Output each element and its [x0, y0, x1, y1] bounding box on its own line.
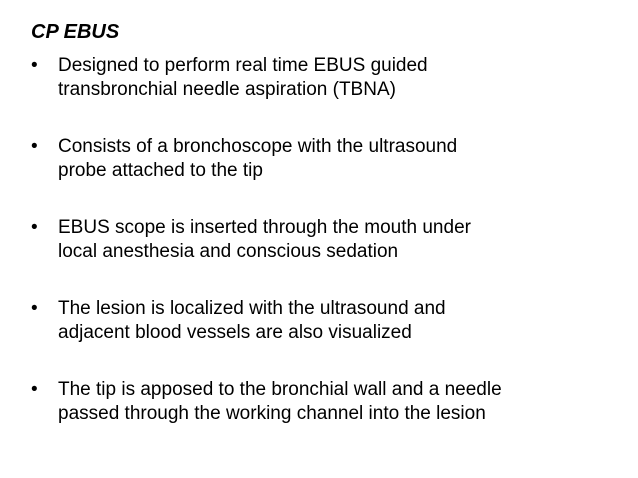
bullet-dot-icon: •	[31, 217, 38, 238]
bullet-dot-icon: •	[31, 379, 38, 400]
bullet-dot-icon: •	[31, 55, 38, 76]
bullet-text-line: EBUS scope is inserted through the mouth under	[58, 217, 471, 238]
slide-title: CP EBUS	[31, 21, 120, 43]
bullet-text-line: Designed to perform real time EBUS guided	[58, 55, 428, 76]
bullet-dot-icon: •	[31, 298, 38, 319]
bullet-text-line: transbronchial needle aspiration (TBNA)	[58, 79, 396, 100]
bullet-text-line: adjacent blood vessels are also visualized	[58, 322, 412, 343]
bullet-list	[31, 54, 631, 426]
bullet-text-line: local anesthesia and conscious sedation	[58, 241, 399, 262]
bullet-item	[31, 216, 631, 264]
bullet-item	[31, 135, 631, 183]
bullet-dot-icon: •	[31, 136, 38, 157]
bullet-text-line: The lesion is localized with the ultrasound and	[58, 298, 446, 319]
bullet-text-line: passed through the working channel into the lesion	[58, 403, 486, 424]
bullet-text-line: The tip is apposed to the bronchial wall and a needle	[58, 379, 502, 400]
bullet-text-line: probe attached to the tip	[58, 160, 263, 181]
bullet-item	[31, 297, 631, 345]
bullet-item	[31, 54, 631, 102]
bullet-text-line: Consists of a bronchoscope with the ultrasound	[58, 136, 458, 157]
bullet-item	[31, 378, 631, 426]
